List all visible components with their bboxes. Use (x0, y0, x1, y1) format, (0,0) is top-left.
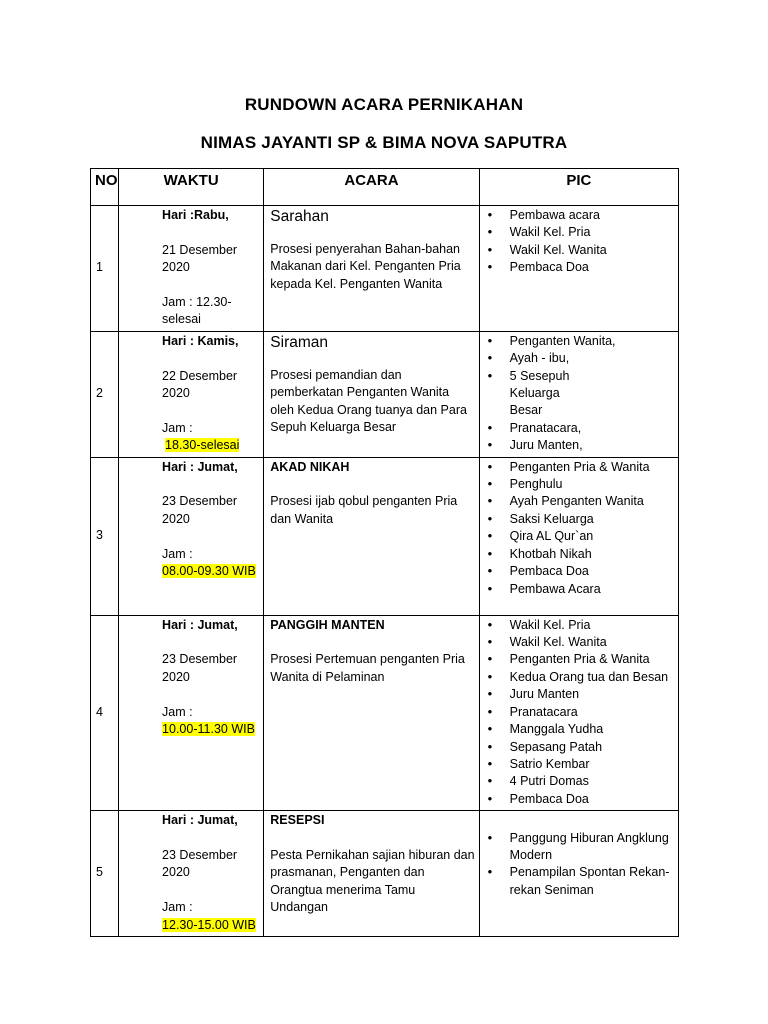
acara-title: PANGGIH MANTEN (270, 617, 385, 632)
row-number: 5 (91, 811, 119, 937)
table-header-row (91, 169, 679, 206)
list-item: • Pembaca Doa (510, 563, 674, 580)
list-item: • Pembawa Acara (510, 581, 674, 598)
jam-label: Jam : (162, 900, 193, 915)
list-item: • Wakil Kel. Wanita (510, 242, 674, 259)
tanggal-label: 23 Desember 2020 (162, 652, 238, 684)
list-item: • 5 Sesepuh Keluarga Besar (510, 368, 674, 420)
pic-cell (479, 206, 678, 332)
list-item: • Penganten Pria & Wanita (510, 651, 674, 668)
waktu-cell (119, 457, 264, 615)
list-item: • Penampilan Spontan Rekan-rekan Seniman (510, 864, 674, 899)
list-item: • Saksi Keluarga (510, 511, 674, 528)
pic-cell (479, 457, 678, 615)
list-item: • Pranatacara (510, 704, 674, 721)
pic-list (484, 830, 674, 900)
jam-label: Jam : (162, 704, 193, 719)
list-item: • Ayah Penganten Wanita (510, 493, 674, 510)
pic-list (484, 207, 674, 277)
list-item: • Penganten Wanita, (510, 333, 674, 350)
rundown-table (90, 168, 679, 937)
list-item: • Wakil Kel. Pria (510, 617, 674, 634)
hari-label: Hari : Jumat, (162, 459, 238, 474)
list-item: • Pembaca Doa (510, 259, 674, 276)
jam-value-highlight: 18.30-selesai (165, 438, 240, 453)
acara-title: Sarahan (270, 208, 329, 225)
acara-cell (264, 615, 479, 810)
list-item: • 4 Putri Domas (510, 773, 674, 790)
tanggal-label: 22 Desember 2020 (162, 368, 238, 401)
header-no: NO (91, 169, 119, 206)
tanggal-label: 23 Desember 2020 (162, 494, 238, 526)
list-item: • Juru Manten (510, 686, 674, 703)
pic-cell (479, 615, 678, 810)
list-item: • Pranatacara, (510, 420, 674, 437)
hari-label: Hari :Rabu, (162, 208, 229, 222)
list-item: • Qira AL Qur`an (510, 528, 674, 545)
jam-value-highlight: 08.00-09.30 WIB (162, 564, 256, 579)
hari-label: Hari : Jumat, (162, 617, 238, 632)
pic-list (484, 459, 674, 598)
waktu-cell (119, 331, 264, 457)
pic-list (484, 333, 674, 455)
waktu-cell (119, 206, 264, 332)
list-item: • Sepasang Patah (510, 739, 674, 756)
acara-cell (264, 331, 479, 457)
pic-cell (479, 331, 678, 457)
jam-value-highlight: 12.30-15.00 WIB (162, 917, 256, 932)
list-item: • Khotbah Nikah (510, 546, 674, 563)
table-row (91, 331, 679, 457)
list-item: • Wakil Kel. Wanita (510, 634, 674, 651)
list-item: • Penganten Pria & Wanita (510, 459, 674, 476)
acara-description: Prosesi Pertemuan penganten Pria Wanita di Pelaminan (270, 652, 465, 684)
acara-title: RESEPSI (270, 813, 325, 828)
list-item: • Juru Manten, (510, 437, 674, 454)
row-number: 3 (91, 457, 119, 615)
table-row (91, 457, 679, 615)
list-item: • Pembaca Doa (510, 791, 674, 808)
table-row (91, 811, 679, 937)
list-item: • Ayah - ibu, (510, 350, 674, 367)
waktu-cell (119, 615, 264, 810)
acara-cell (264, 206, 479, 332)
jam-label: Jam : 12.30-selesai (162, 295, 232, 327)
pic-list (484, 617, 674, 808)
header-waktu: WAKTU (119, 169, 264, 206)
pic-cell (479, 811, 678, 937)
row-number: 2 (91, 331, 119, 457)
acara-title: Siraman (270, 333, 328, 351)
jam-label: Jam : (162, 546, 193, 561)
acara-description: Prosesi pemandian dan pemberkatan Penganten Wanita oleh Kedua Orang tuanya dan Para Sepuh Keluarga Besar (270, 367, 467, 435)
acara-cell (264, 811, 479, 937)
tanggal-label: 21 Desember 2020 (162, 242, 238, 275)
acara-title: AKAD NIKAH (270, 459, 350, 474)
row-number: 4 (91, 615, 119, 810)
document-title: RUNDOWN ACARA PERNIKAHAN (244, 95, 524, 114)
acara-cell (264, 457, 479, 615)
document-subtitle: NIMAS JAYANTI SP & BIMA NOVA SAPUTRA (200, 133, 568, 152)
list-item: • Manggala Yudha (510, 721, 674, 738)
header-acara: ACARA (264, 169, 479, 206)
row-number: 1 (91, 206, 119, 332)
hari-label: Hari : Kamis, (162, 333, 239, 348)
jam-label: Jam : (162, 420, 193, 435)
table-row (91, 206, 679, 332)
table-row (91, 615, 679, 810)
list-item: • Pembawa acara (510, 207, 674, 224)
list-item: • Wakil Kel. Pria (510, 224, 674, 241)
list-item: • Panggung Hiburan Angklung Modern (510, 830, 674, 865)
jam-value-highlight: 10.00-11.30 WIB (162, 722, 255, 737)
acara-description: Prosesi ijab qobul penganten Pria dan Wanita (270, 494, 458, 526)
list-item: • Satrio Kembar (510, 756, 674, 773)
list-item: • Kedua Orang tua dan Besan (510, 669, 674, 686)
header-pic: PIC (479, 169, 678, 206)
hari-label: Hari : Jumat, (162, 813, 238, 828)
list-item: • Penghulu (510, 476, 674, 493)
tanggal-label: 23 Desember 2020 (162, 847, 238, 880)
waktu-cell (119, 811, 264, 937)
acara-description: Prosesi penyerahan Bahan-bahan Makanan dari Kel. Penganten Pria kepada Kel. Penganten Wanita (270, 242, 461, 291)
acara-description: Pesta Pernikahan sajian hiburan dan prasmanan, Penganten dan Orangtua menerima Tamu Undangan (270, 847, 475, 915)
